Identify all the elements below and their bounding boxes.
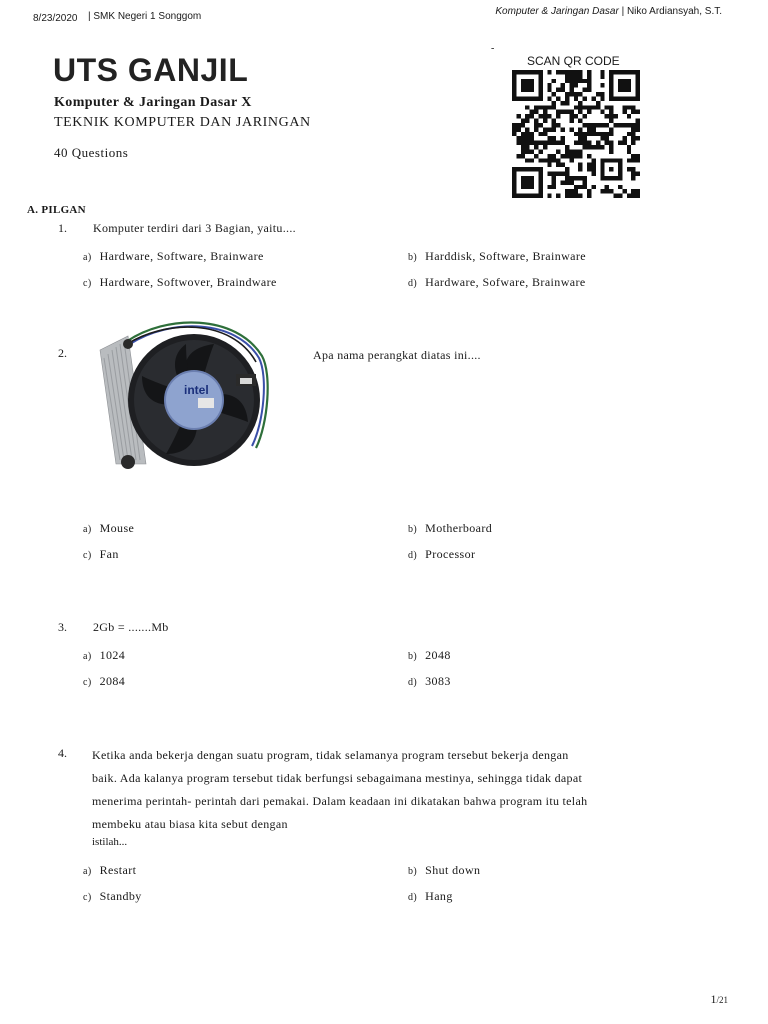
option-text: 2048 [425,648,451,662]
option-letter: d) [408,892,418,903]
qr-label: SCAN QR CODE [527,54,620,68]
option-text: Mouse [99,521,135,535]
page-total: /21 [716,995,728,1005]
question-4-tail: istilah... [92,836,128,848]
option-text: 3083 [425,674,451,688]
fan-brand-label: intel [184,383,209,397]
option-text: 1024 [99,648,126,662]
option-text: Processor [425,547,476,561]
option-text: Hardware, Sofware, Brainware [425,275,586,289]
option-letter: d) [408,677,418,688]
question-2-option-a[interactable] [83,521,134,536]
qr-dash: - [491,43,495,54]
question-1-option-a[interactable] [83,249,264,264]
option-text: Harddisk, Software, Brainware [425,249,587,263]
question-4-option-a[interactable] [83,863,136,878]
question-3-text: 2Gb = .......Mb [93,620,169,634]
question-2-option-c[interactable] [83,547,119,562]
question-1-text: Komputer terdiri dari 3 Bagian, yaitu.... [93,221,296,235]
option-text: Motherboard [425,521,493,535]
option-text: Hardware, Softwover, Braindware [99,275,277,289]
question-1-option-b[interactable] [408,249,586,264]
question-1-option-c[interactable] [83,275,277,290]
header-teacher: | Niko Ardiansyah, S.T. [618,6,722,17]
question-4-line: menerima perintah- perintah dari pemakai. Dalam keadaan ini dikatakan bahwa program itu telah [92,794,588,808]
option-letter: a) [83,866,92,877]
option-letter: b) [408,252,418,263]
question-1-option-d[interactable] [408,275,586,290]
section-label: A. PILGAN [27,204,86,216]
option-letter: c) [83,892,92,903]
option-letter: d) [408,278,418,289]
question-4-line: baik. Ada kalanya program tersebut tidak berfungsi sebagaimana mestinya, sehingga tidak dapat [92,771,583,785]
question-count: 40 Questions [54,145,129,160]
option-text: Hang [425,889,453,903]
question-4-line: membeku atau biasa kita sebut dengan [92,817,288,831]
question-3-option-d[interactable] [408,674,451,689]
question-1-number: 1. [58,221,67,235]
question-3-option-b[interactable] [408,648,451,663]
question-3-option-a[interactable] [83,648,125,663]
question-3-number: 3. [58,620,67,634]
page-title: UTS GANJIL [53,52,249,88]
option-letter: a) [83,524,92,535]
option-letter: a) [83,651,92,662]
question-2-option-b[interactable] [408,521,492,536]
question-4-number: 4. [58,746,67,760]
question-2-option-d[interactable] [408,547,475,562]
question-4-option-c[interactable] [83,889,142,904]
header-course-name: Komputer & Jaringan Dasar [495,6,619,17]
question-4-text [92,744,742,836]
subject-line: Komputer & Jaringan Dasar X [54,95,252,110]
option-text: Restart [99,863,137,877]
question-2-text: Apa nama perangkat diatas ini.... [313,348,481,362]
page-number [710,992,728,1007]
option-text: Hardware, Software, Brainware [99,249,264,263]
option-text: 2084 [99,674,126,688]
option-text: Fan [99,547,119,561]
option-letter: b) [408,524,418,535]
question-4-line: Ketika anda bekerja dengan suatu program, tidak selamanya program tersebut bekerja dengan [92,748,569,762]
department-line: TEKNIK KOMPUTER DAN JARINGAN [54,115,311,130]
question-3-option-c[interactable] [83,674,125,689]
question-2-number: 2. [58,346,67,360]
question-4-option-b[interactable] [408,863,480,878]
header-date: 8/23/2020 [33,13,78,24]
header-course [495,6,722,17]
option-letter: d) [408,550,418,561]
option-letter: a) [83,252,92,263]
option-letter: c) [83,278,92,289]
option-text: Standby [99,889,142,903]
option-text: Shut down [425,863,481,877]
question-4-option-d[interactable] [408,889,453,904]
header-school: | SMK Negeri 1 Songgom [88,11,202,22]
qr-code-icon[interactable] [509,70,643,198]
option-letter: b) [408,651,418,662]
option-letter: c) [83,677,92,688]
page-current: 1 [710,992,717,1006]
option-letter: b) [408,866,418,877]
cpu-fan-image [86,314,274,474]
option-letter: c) [83,550,92,561]
